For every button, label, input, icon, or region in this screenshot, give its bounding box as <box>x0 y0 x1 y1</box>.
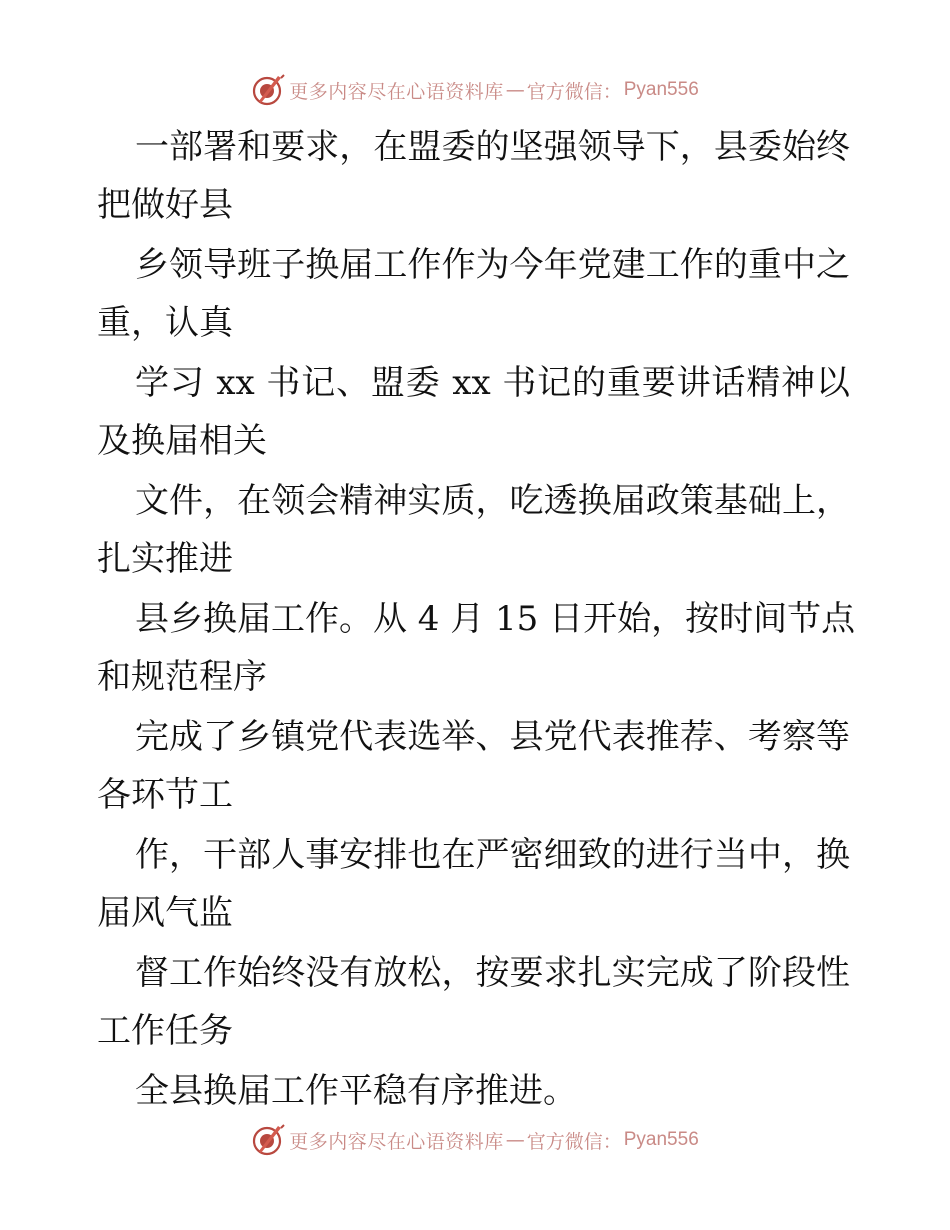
header-banner-text: 更多内容尽在心语资料库 <box>289 80 504 103</box>
text-line: 督工作始终没有放松，按要求扎实完成了阶段性 <box>135 953 850 993</box>
text-line: 完成了乡镇党代表选举、县党代表推荐、考察等 <box>135 717 850 757</box>
footer-banner-label: 官方微信： <box>526 1130 622 1153</box>
header-banner-separator: — <box>505 79 525 101</box>
text-line: 工作任务 <box>97 1011 233 1051</box>
text-line: 各环节工 <box>97 775 233 815</box>
text-line: 全县换届工作平稳有序推进。 <box>135 1071 577 1111</box>
text-line: 一部署和要求，在盟委的坚强领导下，县委始终 <box>135 127 850 167</box>
header-banner-label: 官方微信： <box>526 80 622 103</box>
quill-logo-icon <box>251 1123 285 1157</box>
footer-watermark-banner <box>0 1120 950 1160</box>
header-watermark-banner <box>0 70 950 110</box>
text-line: 县乡换届工作。从 4 月 15 日开始，按时间节点 <box>135 599 856 639</box>
quill-logo-icon <box>251 73 285 107</box>
text-line: 扎实推进 <box>97 539 233 579</box>
footer-banner-text: 更多内容尽在心语资料库 <box>289 1130 504 1153</box>
text-line: 和规范程序 <box>97 657 267 697</box>
footer-banner-separator: — <box>505 1129 525 1151</box>
text-line: 乡领导班子换届工作作为今年党建工作的重中之 <box>135 245 850 285</box>
text-line: 文件，在领会精神实质，吃透换届政策基础上， <box>135 481 850 521</box>
text-line: 届风气监 <box>97 893 233 933</box>
text-line: 重，认真 <box>97 303 233 343</box>
text-line: 及换届相关 <box>97 421 267 461</box>
text-line: 作，干部人事安排也在严密细致的进行当中，换 <box>135 835 850 875</box>
text-line: 学习 xx 书记、盟委 xx 书记的重要讲话精神以 <box>135 363 850 403</box>
footer-banner-wechat-id: Pyan556 <box>623 1129 699 1150</box>
header-banner-wechat-id: Pyan556 <box>623 79 699 100</box>
text-line: 把做好县 <box>97 185 233 225</box>
